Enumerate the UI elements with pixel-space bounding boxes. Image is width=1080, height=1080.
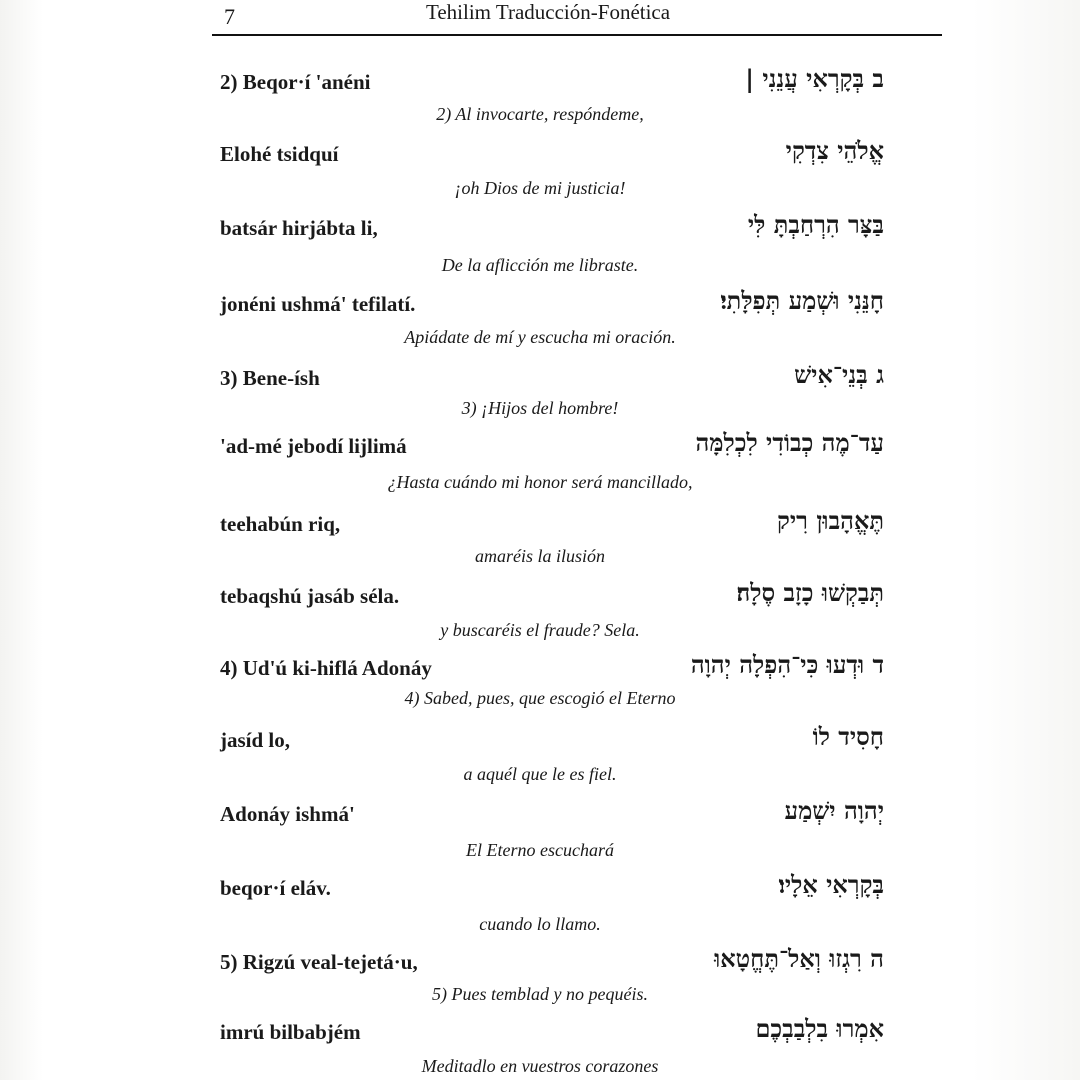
translation: Meditadlo en vuestros corazones [421,1056,659,1076]
transliteration: batsár hirjábta li, [220,216,378,240]
hebrew-text: ה רִגְזוּ וְאַל־תֶּחֱטָאוּ [714,944,884,973]
hebrew-text: אִמְרוּ בִלְבַבְכֶם [755,1014,884,1043]
transliteration: beqor·í eláv. [220,876,331,900]
translation: cuando lo llamo. [479,914,601,934]
hebrew-text: אֱלֹהֵי צִדְקִי [785,136,884,165]
translation: El Eterno escuchará [466,840,614,860]
transliteration: Adonáy ishmá' [220,802,355,826]
transliteration: 'ad-mé jebodí lijlimá [220,434,407,458]
transliteration: 4) Ud'ú ki-hiflá Adonáy [220,656,432,680]
hebrew-text: עַד־מֶה כְבוֹדִי לִכְלִמָּה [695,428,884,457]
translation: ¡oh Dios de mi justicia! [454,178,626,198]
translation: ¿Hasta cuándo mi honor será mancillado, [387,472,693,492]
hebrew-text: יְהוָה יִשְׁמַע [784,796,884,825]
header-rule [212,34,942,36]
transliteration: imrú bilbabjém [220,1020,361,1044]
transliteration: 3) Bene-ísh [220,366,320,390]
hebrew-text: ג בְּנֵי־אִישׁ [794,360,884,389]
transliteration: tebaqshú jasáb séla. [220,584,400,608]
hebrew-text: חָנֵּנִי וּשְׁמַע תְּפִלָּתִי׃ [720,286,884,315]
transliteration: teehabún riq, [220,512,341,536]
translation: Apiádate de mí y escucha mi oración. [404,327,676,347]
hebrew-text: חָסִיד לוֹ [812,722,884,751]
hebrew-text: ד וּדְעוּ כִּי־הִפְלָה יְהוָה [690,650,884,679]
hebrew-text: בַּצָּר הִרְחַבְתָּ לִּי [747,210,884,239]
translation: 3) ¡Hijos del hombre! [461,398,619,418]
page-number: 7 [224,4,235,29]
translation: 5) Pues temblad y no pequéis. [432,984,648,1004]
hebrew-text: תֶּאֱהָבוּן רִיק [777,506,884,535]
transliteration: 2) Beqor·í 'anéni [220,70,371,94]
translation: 4) Sabed, pues, que escogió el Eterno [404,688,676,708]
hebrew-text: בְּקָרְאִי אֵלָיו׃ [778,870,884,899]
page-header [0,0,1080,40]
transliteration: jonéni ushmá' tefilatí. [220,292,416,316]
translation: y buscaréis el fraude? Sela. [440,620,640,640]
running-title: Tehilim Traducción-Fonética [426,0,671,24]
hebrew-text: תְּבַקְשׁוּ כָזָב סֶלָה׃ [736,578,884,607]
translation: amaréis la ilusión [474,546,605,566]
translation: De la aflicción me libraste. [441,255,639,275]
transliteration: Elohé tsidquí [220,142,339,166]
translation: a aquél que le es fiel. [463,764,617,784]
transliteration: jasíd lo, [220,728,291,752]
transliteration: 5) Rigzú veal-tejetá·u, [220,950,418,974]
translation: 2) Al invocarte, respóndeme, [436,104,644,124]
hebrew-text: ב בְּקָרְאִי עֲנֵנִי | [745,64,884,93]
